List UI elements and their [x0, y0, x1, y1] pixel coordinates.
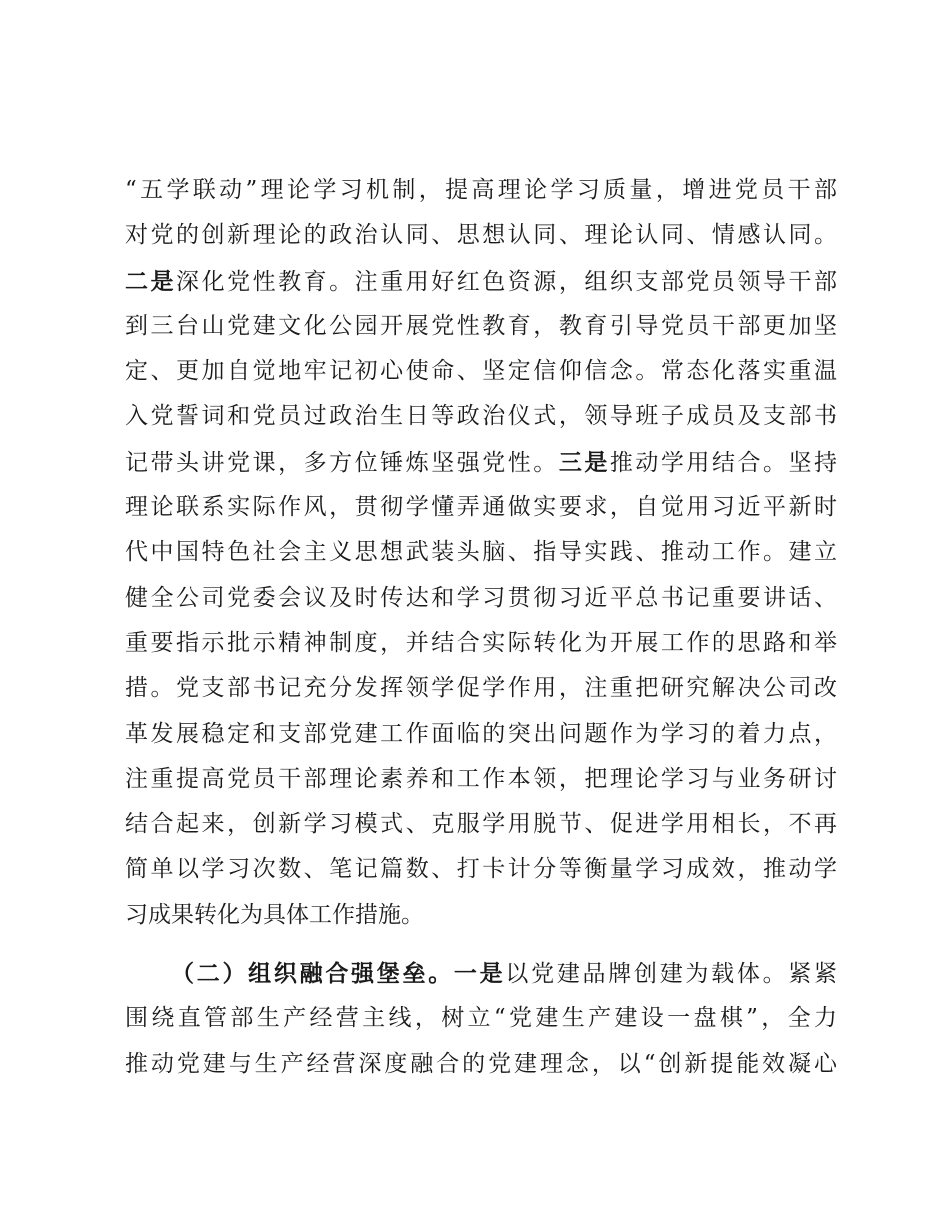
text-span: 理论联系实际作风，贯彻学懂弄通做实要求，自觉用习近平新时 [125, 494, 837, 521]
text-span: 重要指示批示精神制度，并结合实际转化为开展工作的思路和举 [125, 629, 837, 656]
text-span: “五学联动”理论学习机制，提高理论学习质量，增进党员干部 [125, 177, 837, 203]
text-line [125, 666, 837, 711]
text-span: 推动学用结合。坚持 [609, 449, 838, 476]
text-span: 代中国特色社会主义思想武装头脑、指导实践、推动工作。建立 [125, 539, 837, 566]
text-line [125, 259, 837, 304]
text-line [125, 485, 837, 530]
text-span: 定、更加自觉地牢记初心使命、坚定信仰信念。常态化落实重温 [125, 358, 837, 385]
text-span: 注重提高党员干部理论素养和工作本领，把理论学习与业务研讨 [125, 765, 837, 792]
text-span: 围绕直管部生产经营主线，树立“党建生产建设一盘棋”，全力 [125, 1005, 837, 1032]
text-span: 措。党支部书记充分发挥领学促学作用，注重把研究解决公司改 [125, 675, 837, 702]
text-span: 深化党性教育。注重用好红色资源，组织支部党员领导干部 [176, 268, 838, 295]
text-line [125, 213, 837, 258]
text-line [125, 349, 837, 394]
item-marker-first: 一是 [453, 960, 506, 988]
paragraph-gap [125, 938, 837, 951]
text-line [125, 757, 837, 802]
item-marker-third: 三是 [558, 448, 610, 476]
text-line [125, 440, 837, 485]
paragraph-organization-integration [125, 951, 837, 1087]
text-span: 对党的创新理论的政治认同、思想认同、理论认同、情感认同。 [125, 222, 837, 249]
document-body [125, 168, 837, 1087]
text-span: 到三台山党建文化公园开展党性教育，教育引导党员干部更加坚 [125, 312, 837, 339]
text-span: 简单以学习次数、笔记篇数、打卡计分等衡量学习成效，推动学 [125, 856, 837, 883]
text-line [125, 1042, 837, 1087]
text-line [125, 712, 837, 757]
text-span: 革发展稳定和支部党建工作面临的突出问题作为学习的着力点， [125, 720, 837, 747]
text-span: 入党誓词和党员过政治生日等政治仪式，领导班子成员及支部书 [125, 403, 837, 430]
paragraph-party-education [125, 168, 837, 938]
text-span: 结合起来，创新学习模式、克服学用脱节、促进学用相长，不再 [125, 811, 837, 838]
text-line [125, 576, 837, 621]
text-line [125, 996, 837, 1041]
text-line [125, 168, 837, 213]
text-span: 以党建品牌创建为载体。紧紧 [505, 961, 838, 988]
text-line [125, 304, 837, 349]
text-span: 推动党建与生产经营深度融合的党建理念，以“创新提能效凝心 [125, 1050, 837, 1077]
text-line [125, 621, 837, 666]
text-span: 习成果转化为具体工作措施。 [125, 901, 424, 928]
text-line [125, 847, 837, 892]
item-marker-second: 二是 [125, 267, 177, 295]
text-span: 记带头讲党课，多方位锤炼坚强党性。 [125, 449, 559, 476]
text-line [125, 951, 837, 996]
section-heading: （二）组织融合强堡垒。 [171, 960, 454, 988]
text-line [125, 394, 837, 439]
text-line [125, 893, 837, 938]
text-line [125, 802, 837, 847]
text-line [125, 530, 837, 575]
text-span: 健全公司党委会议及时传达和学习贯彻习近平总书记重要讲话、 [125, 584, 837, 611]
